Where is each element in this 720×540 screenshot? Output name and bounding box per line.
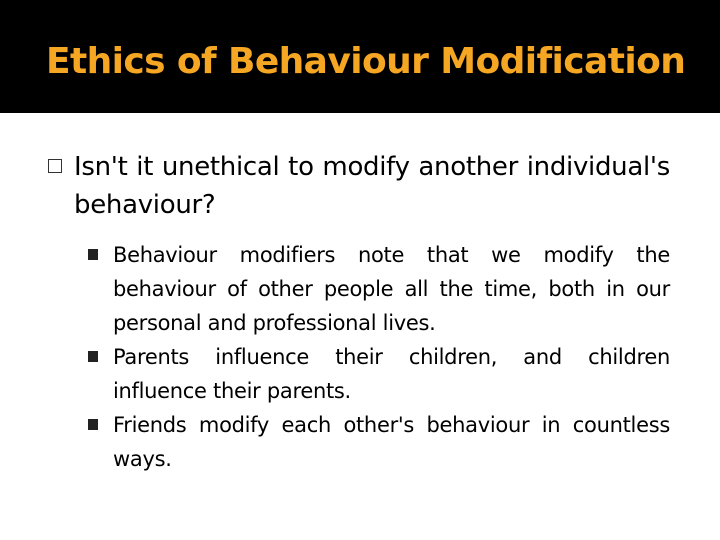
sub-bullet-text: Friends modify each other's behaviour in countless ways. [113, 413, 670, 471]
sub-bullet-item [88, 408, 670, 476]
sub-bullet-list [48, 238, 670, 476]
sub-bullet-text: Behaviour modifiers note that we modify the behaviour of other people all the time, both in our personal and professional lives. [113, 243, 670, 335]
slide-body [48, 148, 670, 476]
bullet-level-1 [48, 148, 670, 224]
filled-square-bullet-icon [88, 419, 98, 430]
title-bar [0, 0, 720, 113]
sub-bullet-text: Parents influence their children, and children influence their parents. [113, 345, 670, 403]
bullet-text: Isn't it unethical to modify another individual's behaviour? [74, 152, 670, 220]
sub-bullet-item [88, 238, 670, 340]
sub-bullet-item [88, 340, 670, 408]
slide-title: Ethics of Behaviour Modification [46, 41, 686, 82]
filled-square-bullet-icon [88, 249, 98, 260]
filled-square-bullet-icon [88, 351, 98, 362]
hollow-square-bullet-icon [48, 159, 62, 173]
